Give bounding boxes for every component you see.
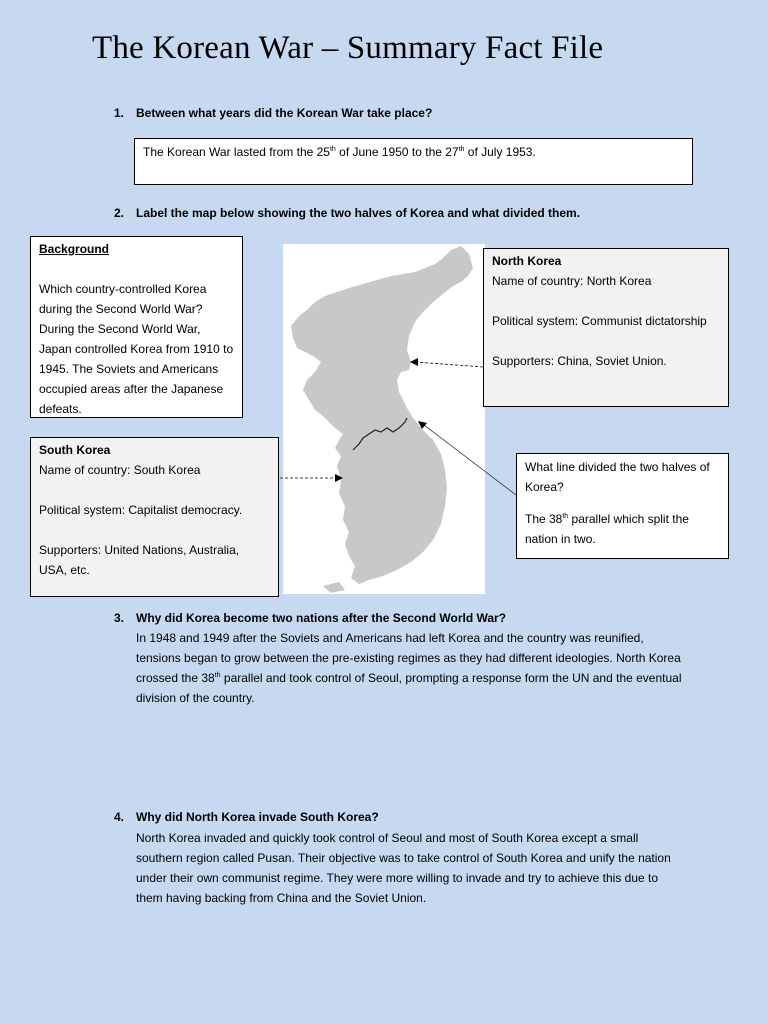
question-4-text: Why did North Korea invade South Korea?	[136, 810, 379, 824]
question-3-number: 3.	[114, 611, 125, 625]
question-2-number: 2.	[114, 206, 125, 220]
south-korea-supporters: Supporters: United Nations, Australia, USA, etc.	[39, 543, 240, 577]
answer-3-text-b: parallel and took control of Seoul, prompting a response form the UN and the eventual division of the country.	[136, 671, 682, 705]
question-4-number: 4.	[114, 810, 125, 824]
south-korea-box	[30, 437, 279, 597]
question-2-text: Label the map below showing the two halves of Korea and what divided them.	[136, 206, 581, 220]
background-heading: Background	[39, 242, 110, 256]
answer-1-text-b: of June 1950 to the 27	[335, 145, 459, 159]
north-korea-supporters: Supporters: China, Soviet Union.	[492, 354, 667, 368]
dividing-line-answer-a: The 38	[525, 512, 563, 526]
question-3-text: Why did Korea become two nations after the Second World War?	[136, 611, 507, 625]
dividing-line-sup: th	[562, 513, 569, 520]
background-box	[30, 236, 243, 418]
north-korea-political: Political system: Communist dictatorship	[492, 314, 707, 328]
answer-3	[136, 628, 684, 708]
answer-3-text-a: In 1948 and 1949 after the Soviets and Americans had left Korea and the country was reunified, tensions began to grow between the pre-existing regimes as they had different ideologies. North Korea crossed the 38	[136, 631, 681, 685]
south-korea-name: Name of country: South Korea	[39, 463, 201, 477]
answer-1-box	[134, 138, 693, 185]
answer-1-text-c: of July 1953.	[464, 145, 536, 159]
question-1-number: 1.	[114, 106, 125, 120]
north-korea-box	[483, 248, 729, 407]
south-korea-political: Political system: Capitalist democracy.	[39, 503, 243, 517]
background-text: Which country-controlled Korea during the Second World War? During the Second World War, Japan controlled Korea from 1910 to 1945. The Soviets and Americans occupied areas after the Japanese defeats.	[39, 282, 234, 416]
korea-map-icon	[283, 244, 485, 594]
south-korea-heading: South Korea	[39, 443, 111, 457]
north-korea-name: Name of country: North Korea	[492, 274, 652, 288]
dividing-line-question: What line divided the two halves of Korea?	[525, 460, 710, 494]
dividing-line-box	[516, 453, 729, 559]
question-1-text: Between what years did the Korean War take place?	[136, 106, 433, 120]
answer-1-text-a: The Korean War lasted from the 25	[143, 145, 330, 159]
answer-1-sup-b: th	[458, 146, 465, 153]
answer-1-sup-a: th	[329, 146, 336, 153]
dividing-line-answer-b: parallel which split the nation in two.	[525, 512, 689, 546]
answer-3-sup: th	[214, 672, 221, 679]
page-title: The Korean War – Summary Fact File	[92, 30, 604, 66]
dividing-line-answer	[525, 509, 720, 549]
north-korea-heading: North Korea	[492, 254, 562, 268]
answer-4: North Korea invaded and quickly took control of Seoul and most of South Korea except a small southern region called Pusan. Their objective was to take control of South Korea and unify the nation under their own communist regime. They were more willing to invade and try to achieve this due to them having backing from China and the Soviet Union.	[136, 831, 671, 905]
